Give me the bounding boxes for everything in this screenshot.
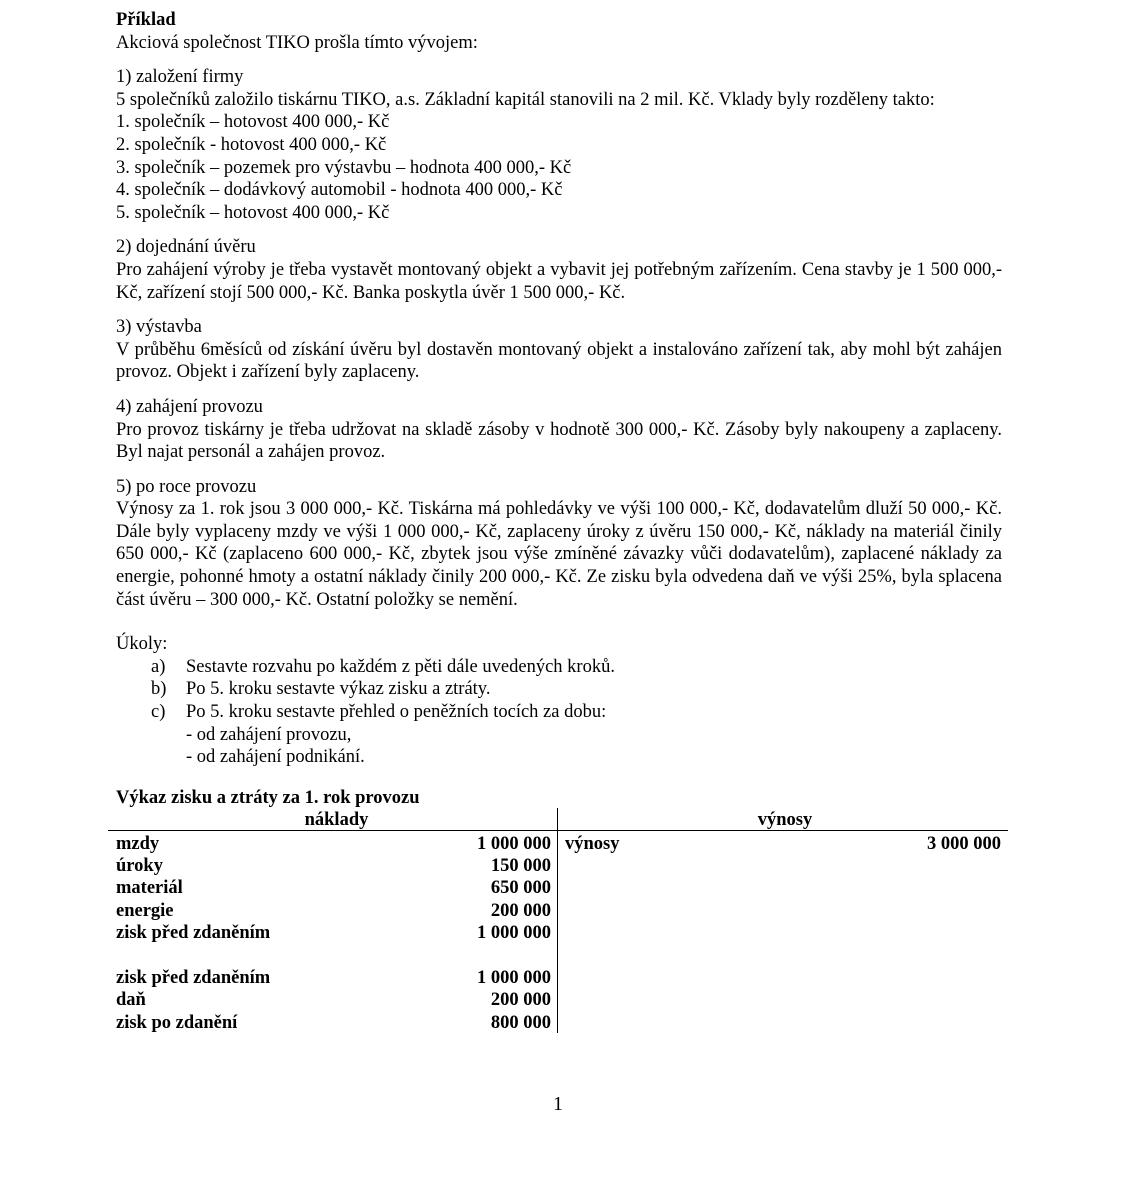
section-2 (116, 236, 1002, 304)
task-text: Po 5. kroku sestavte přehled o peněžních tocích za dobu: (186, 702, 607, 723)
task-text: Po 5. kroku sestavte výkaz zisku a ztráty. (186, 679, 491, 700)
cost-value: 150 000 (490, 856, 551, 876)
revenue-label: výnosy (565, 834, 620, 854)
header-rule (108, 830, 1008, 831)
section-4 (116, 396, 1002, 464)
section-text: Pro zahájení výroby je třeba vystavět montovaný objekt a vybavit jej potřebným zařízením. Cena stavby je 1 500 000,- Kč, zařízení stojí 500 000,- Kč. Banka poskytla úvěr 1 500 000,- Kč. (116, 259, 1002, 303)
section-text: Výnosy za 1. rok jsou 3 000 000,- Kč. Tiskárna má pohledávky ve výši 100 000,- Kč, dodavatelům dluží 50 000,- Kč. Dále byly vyplaceny mzdy ve výši 1 000 000,- Kč, zaplaceny úroky z úvěru 150 000,- Kč, náklady na materiál činily 650 000,- Kč (zaplaceno 600 000,- Kč, zbytek jsou výše zmíněné závazky vůči dodavatelům), zaplacené náklady za energie, pohonné hmoty a ostatní náklady činily 200 000,- Kč. Ze zisku byla odvedena daň ve výši 25%, byla splacena část úvěru – 300 000,- Kč. Ostatní položky se nemění. (116, 499, 1002, 610)
cost-label: zisk po zdanění (116, 1013, 238, 1033)
revenues-header: výnosy (757, 810, 813, 830)
column-divider (557, 808, 558, 1033)
cost-label: mzdy (116, 834, 160, 854)
task-letter: b) (151, 679, 167, 700)
cost-label: zisk před zdaněním (116, 968, 271, 988)
cost-label: energie (116, 901, 174, 921)
list-item: 4. společník – dodávkový automobil - hodnota 400 000,- Kč (116, 180, 563, 201)
document-body (116, 9, 1002, 769)
section-heading: 1) založení firmy (116, 67, 244, 88)
section-text: V průběhu 6měsíců od získání úvěru byl dostavěn montovaný objekt a instalováno zařízení tak, aby mohl být zahájen provoz. Objekt i zařízení byly zaplaceny. (116, 339, 1002, 383)
cost-value: 650 000 (490, 878, 551, 898)
cost-value: 1 000 000 (477, 923, 551, 943)
statement-title: Výkaz zisku a ztráty za 1. rok provozu (116, 788, 420, 808)
costs-header: náklady (304, 810, 369, 830)
task-letter: c) (151, 702, 166, 723)
section-text: 5 společníků založilo tiskárnu TIKO, a.s. Základní kapitál stanovili na 2 mil. Kč. Vklady byly rozděleny takto: (116, 89, 935, 110)
cost-value: 800 000 (490, 1013, 551, 1033)
cost-label: zisk před zdaněním (116, 923, 271, 943)
tasks-heading: Úkoly: (116, 634, 168, 655)
section-heading: 5) po roce provozu (116, 476, 257, 497)
section-1 (116, 66, 1002, 224)
list-item: 5. společník – hotovost 400 000,- Kč (116, 202, 390, 223)
list-item (116, 656, 1002, 679)
section-text: Pro provoz tiskárny je třeba udržovat na skladě zásoby v hodnotě 300 000,- Kč. Zásoby byly nakoupeny a zaplaceny. Byl najat personál a zahájen provoz. (116, 419, 1002, 463)
list-item (116, 678, 1002, 701)
section-3 (116, 316, 1002, 384)
section-5 (116, 476, 1002, 612)
cost-value: 1 000 000 (477, 968, 551, 988)
document-title: Příklad (116, 10, 176, 30)
section-heading: 2) dojednání úvěru (116, 237, 256, 258)
list-item (116, 701, 1002, 724)
cost-label: úroky (116, 856, 163, 876)
cost-label: materiál (116, 878, 183, 898)
intro-text: Akciová společnost TIKO prošla tímto vývojem: (116, 32, 478, 53)
list-item: 3. společník – pozemek pro výstavbu – hodnota 400 000,- Kč (116, 157, 572, 178)
task-letter: a) (151, 656, 166, 677)
list-item: 1. společník – hotovost 400 000,- Kč (116, 112, 390, 133)
tasks-section (116, 633, 1002, 769)
task-subitem: - od zahájení provozu, (186, 724, 352, 745)
task-subitem: - od zahájení podnikání. (186, 747, 365, 768)
page-number: 1 (553, 1093, 563, 1115)
list-item: 2. společník - hotovost 400 000,- Kč (116, 134, 387, 155)
cost-value: 200 000 (490, 901, 551, 921)
cost-value: 200 000 (490, 990, 551, 1010)
task-text: Sestavte rozvahu po každém z pěti dále uvedených kroků. (186, 656, 615, 677)
revenue-value: 3 000 000 (927, 834, 1001, 854)
section-heading: 3) výstavba (116, 317, 202, 338)
section-heading: 4) zahájení provozu (116, 396, 263, 417)
cost-label: daň (116, 990, 146, 1010)
cost-value: 1 000 000 (477, 834, 551, 854)
